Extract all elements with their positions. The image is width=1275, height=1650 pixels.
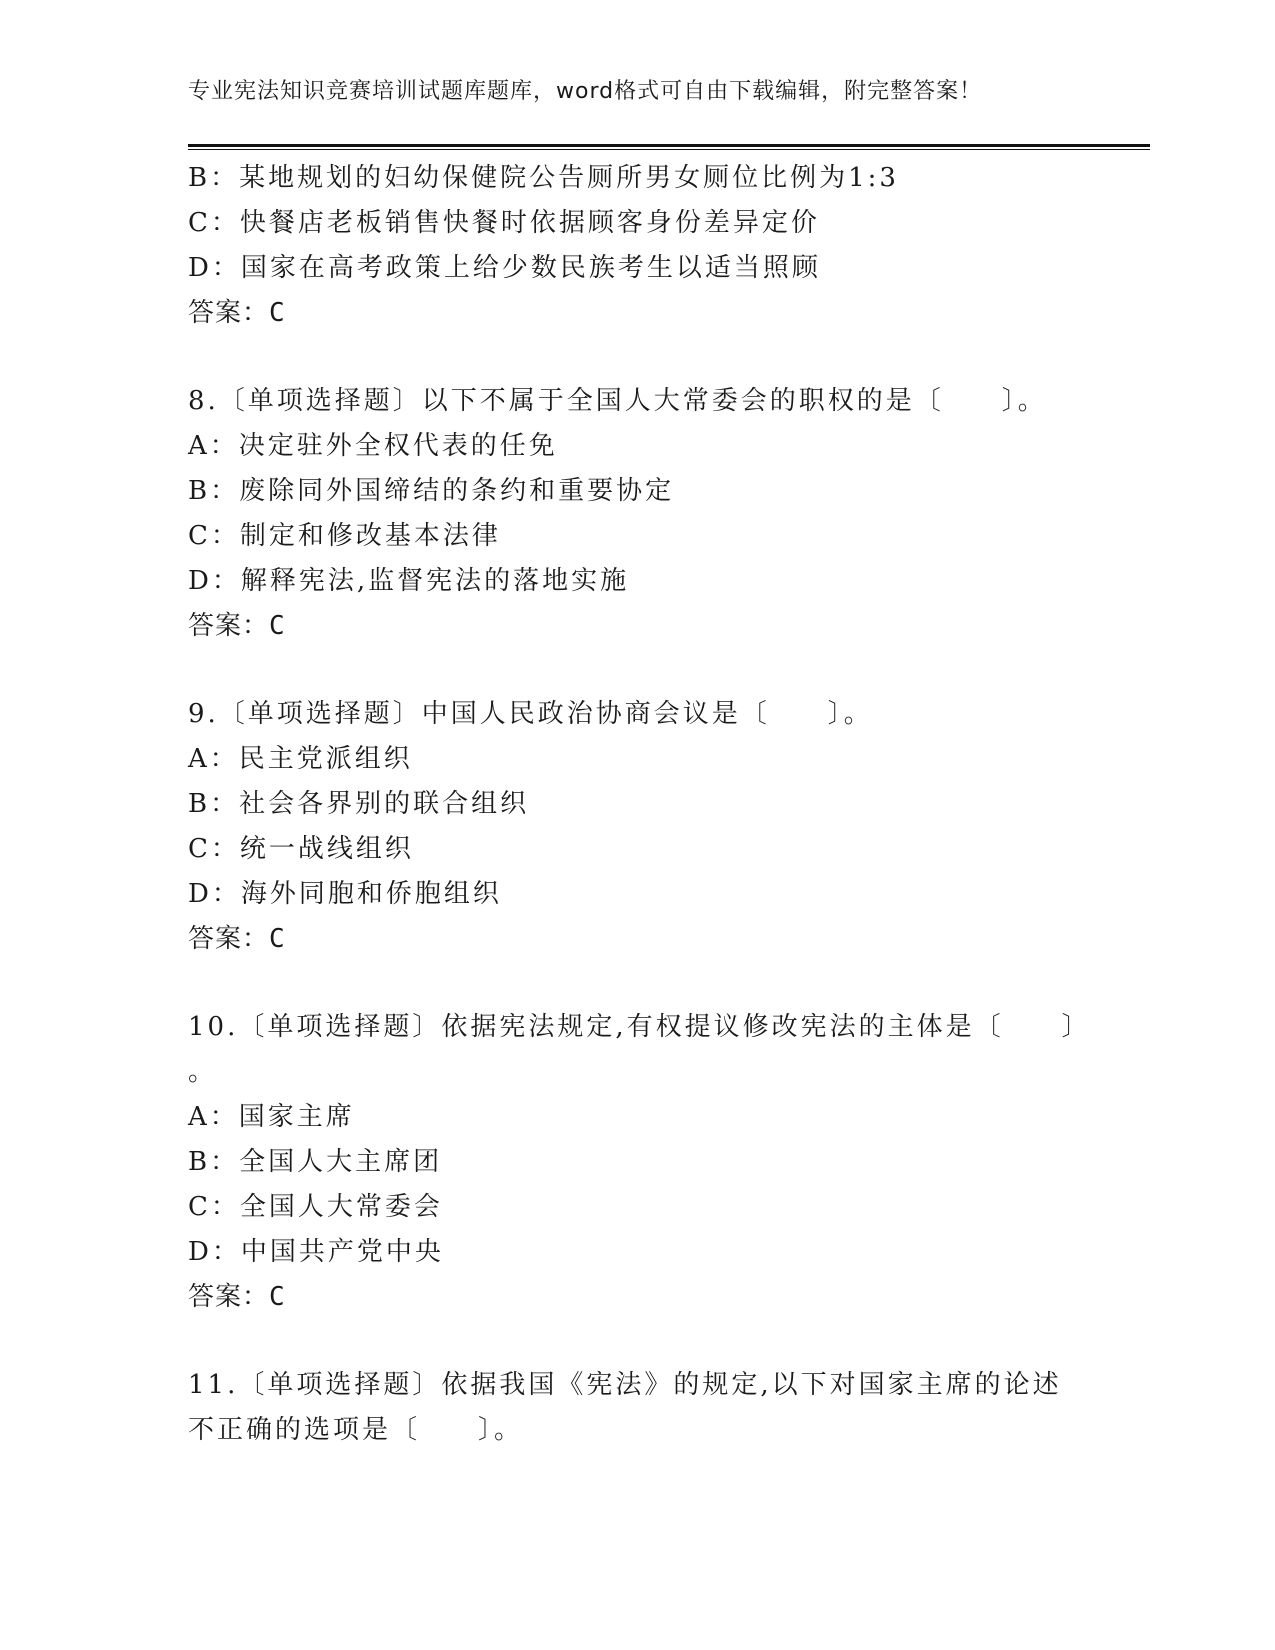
header-divider-thin [188, 149, 1150, 150]
answer-label: 答案： [188, 1282, 270, 1312]
question-stem: 8.〔单项选择题〕以下不属于全国人大常委会的职权的是〔 〕。 [188, 386, 1047, 416]
option-a: A：决定驻外全权代表的任免 [188, 431, 558, 461]
option-a: A：民主党派组织 [188, 744, 413, 774]
option-d: D：国家在高考政策上给少数民族考生以适当照顾 [188, 253, 821, 283]
option-c: C：全国人大常委会 [188, 1192, 443, 1222]
answer-line [188, 917, 1088, 962]
option-d: D：解释宪法,监督宪法的落地实施 [188, 566, 630, 596]
question-stem-continued: 不正确的选项是〔 〕。 [188, 1415, 524, 1445]
header-divider-thick [188, 144, 1150, 147]
answer-line [188, 1275, 1088, 1320]
answer-value: C [269, 924, 286, 954]
answer-label: 答案： [188, 924, 270, 954]
question-stem: 11.〔单项选择题〕依据我国《宪法》的规定,以下对国家主席的论述 [188, 1370, 1062, 1400]
option-d: D：海外同胞和侨胞组织 [188, 879, 502, 909]
question-stem: 9.〔单项选择题〕中国人民政治协商会议是〔 〕。 [188, 699, 873, 729]
option-d: D：中国共产党中央 [188, 1237, 444, 1267]
question-block-continued [188, 156, 1088, 336]
answer-line [188, 604, 1088, 649]
question-11 [188, 1363, 1088, 1453]
answer-label: 答案： [188, 298, 270, 328]
question-8 [188, 379, 1088, 649]
answer-label: 答案： [188, 611, 270, 641]
answer-line [188, 291, 1088, 336]
answer-value: C [269, 298, 286, 328]
option-b: B：废除同外国缔结的条约和重要协定 [188, 476, 675, 506]
question-9 [188, 692, 1088, 962]
page-header: 专业宪法知识竞赛培训试题库题库，word格式可自由下载编辑，附完整答案！ [188, 79, 983, 104]
question-10 [188, 1005, 1091, 1320]
answer-value: C [269, 1282, 286, 1312]
option-b: B：某地规划的妇幼保健院公告厕所男女厕位比例为1:3 [188, 163, 899, 193]
question-stem: 10.〔单项选择题〕依据宪法规定,有权提议修改宪法的主体是〔 〕 [188, 1012, 1091, 1042]
option-b: B：全国人大主席团 [188, 1147, 443, 1177]
option-a: A：国家主席 [188, 1102, 355, 1132]
option-c: C：快餐店老板销售快餐时依据顾客身份差异定价 [188, 208, 820, 238]
option-b: B：社会各界别的联合组织 [188, 789, 530, 819]
header-divider [188, 144, 1150, 150]
answer-value: C [269, 611, 286, 641]
question-stem-continued: 。 [188, 1057, 218, 1087]
option-c: C：制定和修改基本法律 [188, 521, 501, 551]
question-content [188, 156, 1091, 1453]
option-c: C：统一战线组织 [188, 834, 414, 864]
